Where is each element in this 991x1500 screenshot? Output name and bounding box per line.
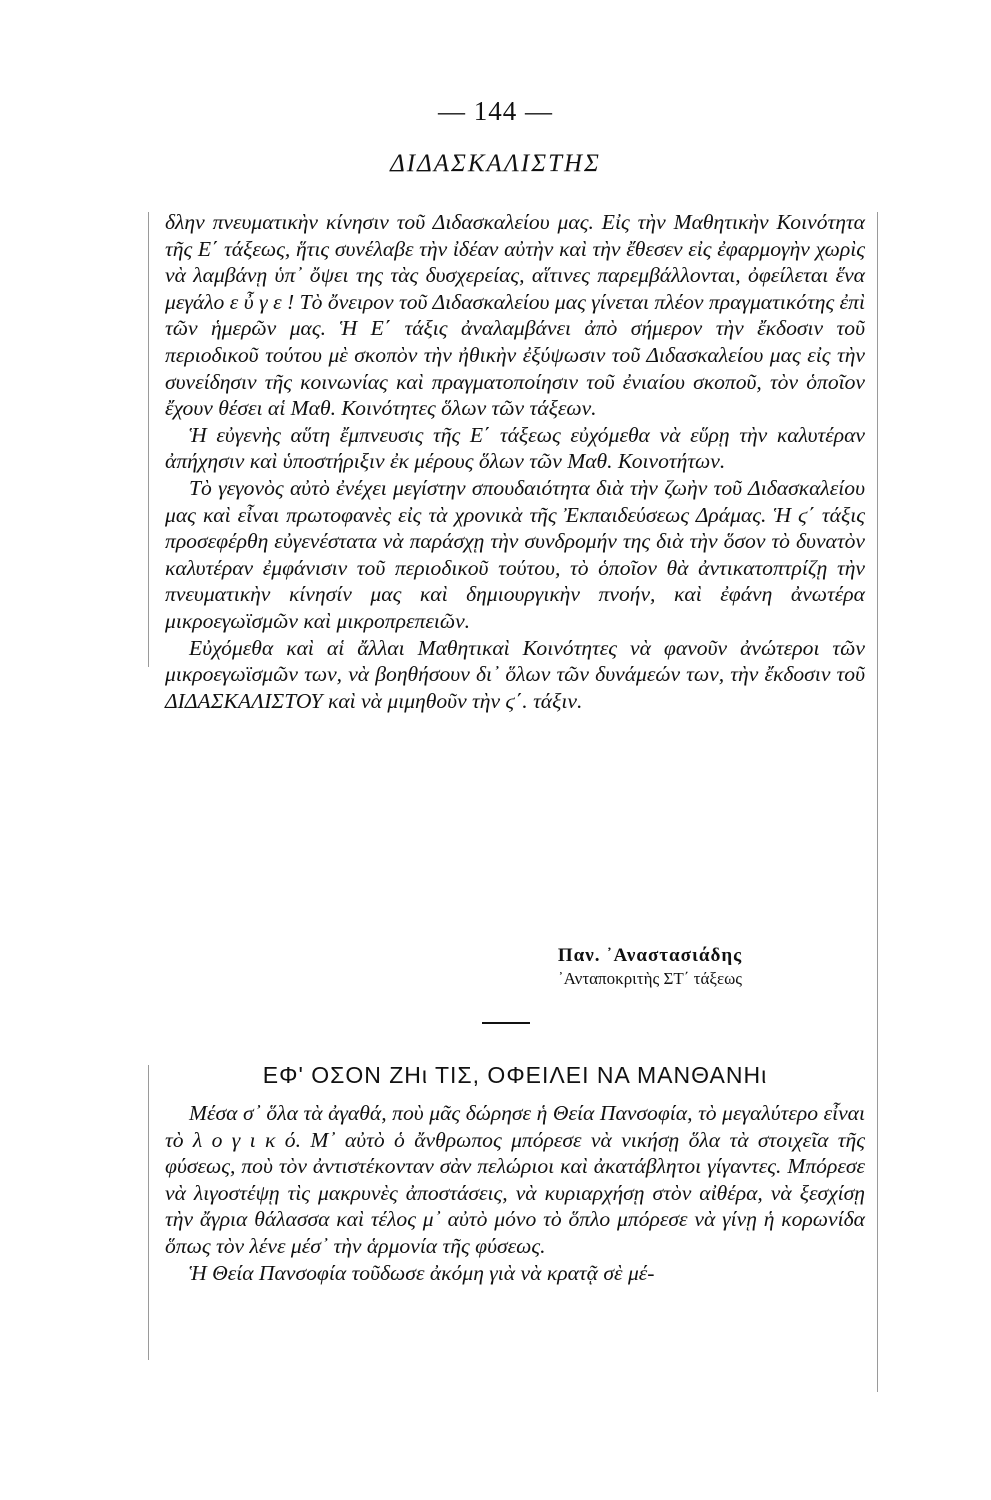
running-title: ΔΙΔΑΣΚΑΛΙΣΤΗΣ (390, 150, 601, 177)
section-divider (482, 1022, 530, 1024)
right-margin-line (877, 212, 878, 1392)
paragraph: Τὸ γεγονὸς αὐτὸ ἐνέχει μεγίστην σπουδαιότητα διὰ τὴν ζωὴν τοῦ Διδασκαλείου μας καὶ εἶναι πρωτοφανὲς εἰς τὰ χρονικὰ τῆς Ἐκπαιδεύσεως Δράμας. Ἡ ϛ΄ τάξις προσεφέρθη εὐγενέστατα νὰ παράσχῃ τὴν συνδρομήν της διὰ τὴν ὅσον τὸ δυνατὸν καλυτέραν ἐμφάνισιν τοῦ περιοδικοῦ τούτου, τὸ ὁποῖον θὰ ἀντικατοπτρίζῃ τὴν πνευματικὴν κίνησίν μας καὶ δημιουργικὴν πνοήν, καὶ ἐφάνη ἀνωτέρα μικροεγωϊσμῶν καὶ μικροπρεπειῶν. (165, 475, 865, 633)
article-body-2 (165, 1100, 865, 1286)
paragraph: Ἡ Θεία Πανσοφία τοῦδωσε ἀκόμη γιὰ νὰ κρατᾷ σὲ μέ- (189, 1260, 655, 1285)
left-margin-line-lower (148, 1065, 149, 1360)
section-heading: ΕΦ' ΟΣΟΝ ΖΗι ΤΙΣ, ΟΦΕΙΛΕΙ ΝΑ ΜΑΝΘΑΝΗι (262, 1062, 768, 1088)
signature-role: ᾽Ανταποκριτὴς ΣΤ΄ τάξεως (557, 969, 743, 988)
paragraph: δλην πνευματικὴν κίνησιν τοῦ Διδασκαλείου μας. Εἰς τὴν Μαθητικὴν Κοινότητα τῆς Ε΄ τάξεως, ἥτις συνέλαβε τὴν ἰδέαν αὐτὴν καὶ τὴν ἔθεσεν εἰς ἐφαρμογὴν χωρὶς νὰ λαμβάνῃ ὑπ᾽ ὄψει της τὰς δυσχερείας, αἵτινες παρεμβάλλονται, ὀφείλεται ἕνα μεγάλο ε ὖ γ ε ! Τὸ ὄνειρον τοῦ Διδασκαλείου μας γίνεται πλέον πραγματικότης ἐπὶ τῶν ἡμερῶν μας. Ἡ Ε΄ τάξις ἀναλαμβάνει ἀπὸ σήμερον τὴν ἔκδοσιν τοῦ περιοδικοῦ τούτου μὲ σκοπὸν τὴν ἠθικὴν ἐξύψωσιν τοῦ Διδασκαλείου μας εἰς τὴν συνείδησιν τῆς κοινωνίας καὶ πραγματοποίησιν τοῦ ἐνιαίου σκοποῦ, τὸν ὁποῖον ἔχουν θέσει αἱ Μαθ. Κοινότητες ὅλων τῶν τάξεων. (165, 210, 865, 421)
article-body (165, 209, 865, 714)
signature-block (470, 945, 830, 989)
paragraph: Μέσα σ᾽ ὅλα τὰ ἀγαθά, ποὺ μᾶς δώρησε ἡ Θεία Πανσοφία, τὸ μεγαλύτερο εἶναι τὸ λ ο γ ι κ ό. Μ᾽ αὐτὸ ὁ ἄνθρωπος μπόρεσε νὰ νικήσῃ ὅλα τὰ στοιχεῖα τῆς φύσεως, ποὺ τὸν ἀντιστέκονταν σὰν πελώριοι καὶ ἀκατάβλητοι γίγαντες. Μπόρεσε νὰ λιγοστέψῃ τὶς μακρυνὲς ἀποστάσεις, νὰ κυριαρχήσῃ στὸν αἰθέρα, νὰ ξεσχίσῃ τὴν ἄγρια θάλασσα καὶ τέλος μ᾽ αὐτὸ μόνο τὸ ὅπλο μπόρεσε νὰ γίνῃ ἡ κορωνίδα ὅπως τὸν λένε μέσ᾽ τὴν ἁρμονία τῆς φύσεως. (165, 1101, 865, 1258)
left-margin-line (148, 212, 149, 667)
page-number: — 144 — (438, 96, 553, 126)
signature-name: Παν. ᾽Αναστασιάδης (557, 945, 743, 966)
paragraph: Ἡ εὐγενὴς αὕτη ἔμπνευσις τῆς Ε΄ τάξεως εὐχόμεθα νὰ εὕρῃ τὴν καλυτέραν ἀπήχησιν καὶ ὑποστήριξιν ἐκ μέρους ὅλων τῶν Μαθ. Κοινοτήτων. (165, 422, 865, 474)
paragraph: Εὐχόμεθα καὶ αἱ ἄλλαι Μαθητικαὶ Κοινότητες νὰ φανοῦν ἀνώτεροι τῶν μικροεγωϊσμῶν των, νὰ βοηθήσουν δι᾽ ὅλων τῶν δυνάμεών των, τὴν ἔκδοσιν τοῦ ΔΙΔΑΣΚΑΛΙΣΤΟΥ καὶ νὰ μιμηθοῦν τὴν ϛ΄. τάξιν. (165, 635, 865, 713)
